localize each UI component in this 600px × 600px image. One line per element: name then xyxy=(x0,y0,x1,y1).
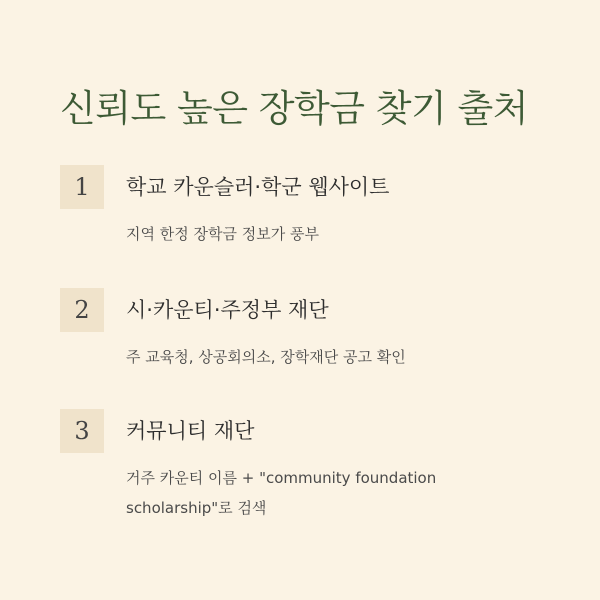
item-title-3: 커뮤니티 재단 xyxy=(126,419,255,443)
item-title-2: 시·카운티·주정부 재단 xyxy=(126,298,329,322)
number-badge-1: 1 xyxy=(60,165,104,209)
page-title: 신뢰도 높은 장학금 찾기 출처 xyxy=(60,87,528,130)
item-title-1: 학교 카운슬러·학군 웹사이트 xyxy=(126,175,390,199)
item-description-3: 거주 카운티 이름 + "community foundation scholarship"로 검색 xyxy=(126,469,437,517)
item-description-1: 지역 한정 장학금 정보가 풍부 xyxy=(126,225,319,243)
number-badge-3: 3 xyxy=(60,409,104,453)
item-description-2: 주 교육청, 상공회의소, 장학재단 공고 확인 xyxy=(126,348,406,366)
number-badge-2: 2 xyxy=(60,288,104,332)
